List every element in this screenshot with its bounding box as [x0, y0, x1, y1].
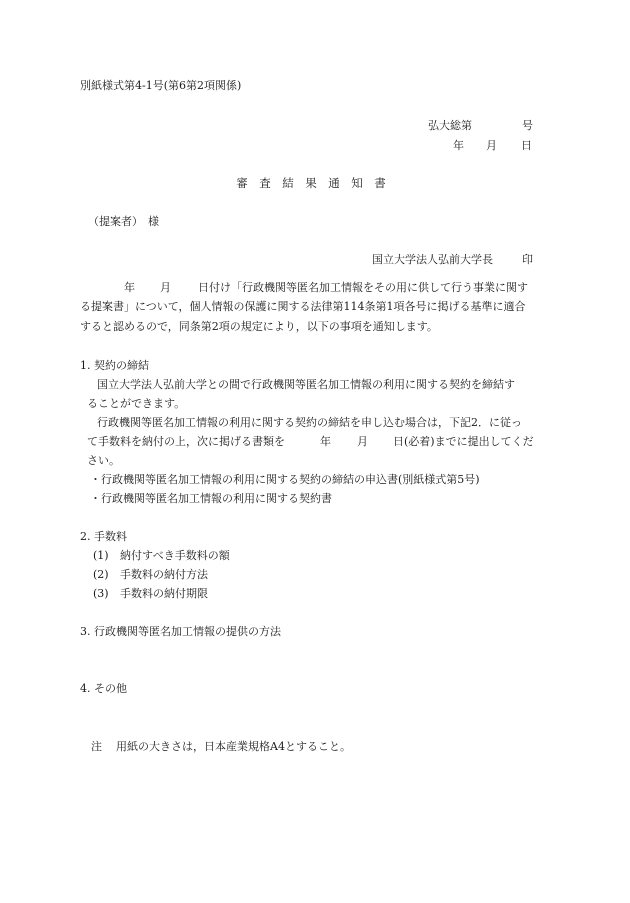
- date-month: 月: [486, 139, 497, 152]
- section-1-p2-line2b: 日(必着)までに提出してくだ: [393, 435, 534, 448]
- date-year: 年: [453, 139, 464, 152]
- section-1-p1-line2: ることができます。: [87, 397, 186, 410]
- addressee-label: （提案者）: [88, 215, 143, 228]
- section-1-p2-year: 年: [320, 435, 331, 448]
- section-1-p2-line3: さい。: [87, 454, 120, 467]
- date-day: 日: [521, 139, 532, 152]
- section-1-p2-line1: 行政機関等匿名加工情報の利用に関する契約の締結を申し込む場合は，下記2．に従っ: [97, 416, 522, 429]
- section-1-bullet: ・行政機関等匿名加工情報の利用に関する契約の締結の申込書(別紙様式第5号): [90, 473, 480, 486]
- section-1-heading: 1. 契約の締結: [80, 359, 149, 372]
- title-char: 審: [236, 176, 248, 190]
- section-2-item-num: (1): [93, 549, 109, 562]
- note-label: 注: [91, 740, 102, 753]
- intro-month: 月: [160, 281, 171, 294]
- section-1-bullet: ・行政機関等匿名加工情報の利用に関する契約書: [90, 492, 332, 505]
- title-char: 知: [351, 176, 363, 190]
- section-2-item-num: (3): [93, 587, 109, 600]
- section-1-p2-line2a: て手数料を納付の上，次に掲げる書類を: [87, 435, 285, 448]
- section-3-heading: 3. 行政機関等匿名加工情報の提供の方法: [80, 625, 281, 638]
- section-2-item-num: (2): [93, 568, 109, 581]
- intro-line2: る提案書」について，個人情報の保護に関する法律第114条第1項各号に掲げる基準に適合: [80, 300, 526, 313]
- title-char: 書: [374, 176, 386, 190]
- intro-line1: 日付け「行政機関等匿名加工情報をその用に供して行う事業に関す: [198, 281, 528, 294]
- intro-year: 年: [124, 281, 135, 294]
- section-2-item-text: 手数料の納付期限: [120, 587, 208, 600]
- section-1-p2-month: 月: [357, 435, 368, 448]
- addressee-honorific: 様: [148, 215, 159, 228]
- title-char: 査: [259, 176, 271, 190]
- sender-name: 国立大学法人弘前大学長: [372, 253, 493, 266]
- section-1-p1-line1: 国立大学法人弘前大学との間で行政機関等匿名加工情報の利用に関する契約を締結す: [97, 378, 515, 391]
- title-char: 果: [305, 176, 317, 190]
- section-2-heading: 2. 手数料: [80, 530, 127, 543]
- note-text: 用紙の大きさは，日本産業規格A4とすること。: [116, 740, 351, 753]
- title-char: 結: [282, 176, 294, 190]
- sender-seal: 印: [522, 253, 533, 266]
- section-4-heading: 4. その他: [80, 682, 127, 695]
- section-2-item-text: 手数料の納付方法: [120, 568, 208, 581]
- doc-number-suffix: 号: [522, 119, 533, 132]
- form-label: 別紙様式第4-1号(第6第2項関係): [80, 79, 242, 92]
- title-char: 通: [328, 176, 340, 190]
- section-2-item-text: 納付すべき手数料の額: [120, 549, 230, 562]
- intro-line3: すると認めるので，同条第2項の規定により，以下の事項を通知します。: [80, 320, 438, 333]
- doc-number-prefix: 弘大総第: [428, 119, 472, 132]
